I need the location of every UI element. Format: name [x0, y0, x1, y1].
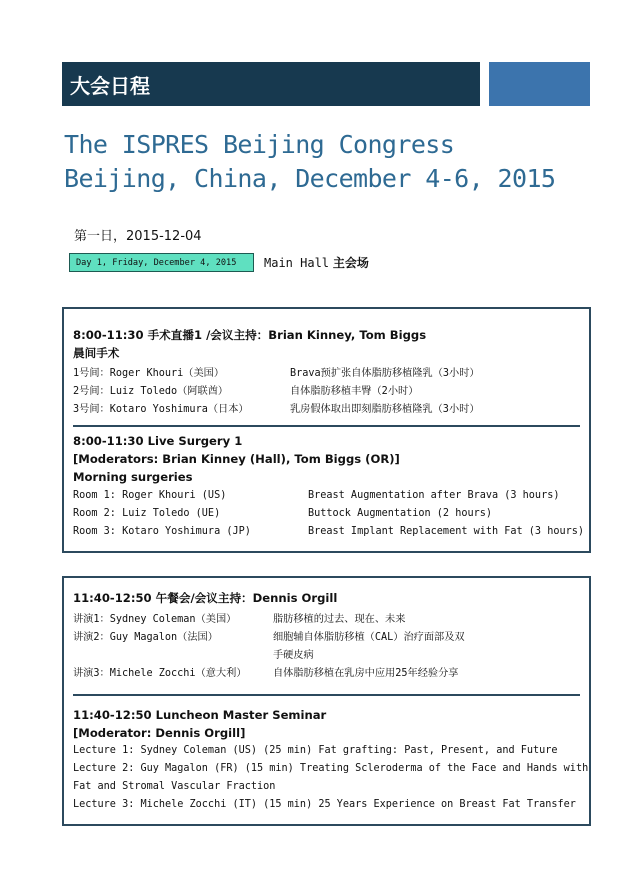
venue-cn: 主会场: [332, 256, 369, 270]
session-title-en: 8:00-11:30 Live Surgery 1: [73, 434, 243, 448]
section-header-bar: [62, 62, 480, 106]
congress-title-line2: Beijing, China, December 4-6, 2015: [64, 164, 556, 193]
lecture-speaker-cn-2: 讲演2：Guy Magalon（法国）: [73, 632, 218, 643]
room-line-en-2: Room 2: Luiz Toledo (UE): [73, 508, 221, 519]
room-line-cn-1: 1号间：Roger Khouri（美国）: [73, 368, 225, 379]
room-topic-en-2: Buttock Augmentation (2 hours): [308, 508, 493, 519]
session-subtitle-cn: 晨间手术: [73, 346, 120, 360]
room-line-en-3: Room 3: Kotaro Yoshimura (JP): [73, 526, 251, 537]
room-line-cn-2: 2号间：Luiz Toledo（阿联酋）: [73, 386, 229, 397]
section-divider: [73, 694, 580, 696]
header-accent-block: [489, 62, 590, 106]
congress-title: [64, 128, 555, 196]
section-header-title: 大会日程: [70, 73, 150, 98]
session-subtitle-en: Morning surgeries: [73, 470, 193, 484]
lecture-topic-cn-2: 细胞辅自体脂肪移植（CAL）治疗面部及双: [273, 632, 465, 643]
lecture-line-en-3: Lecture 3: Michele Zocchi (IT) (15 min) 25 Years Experience on Breast Fat Transfer: [73, 799, 576, 810]
room-topic-cn-1: Brava预扩张自体脂肪移植隆乳（3小时）: [290, 368, 480, 379]
room-topic-en-3: Breast Implant Replacement with Fat (3 hours): [308, 526, 585, 537]
venue-en: Main Hall: [264, 256, 330, 270]
session-box-live-surgery: [62, 307, 591, 553]
day-badge: Day 1, Friday, December 4, 2015: [69, 253, 254, 272]
lecture-line-en-2-cont: Fat and Stromal Vascular Fraction: [73, 781, 276, 792]
day-heading-cn: 第一日，2015-12-04: [74, 229, 202, 244]
luncheon-title-en: 11:40-12:50 Luncheon Master Seminar: [73, 708, 327, 722]
session-moderators-en: [Moderators: Brian Kinney (Hall), Tom Biggs (OR)]: [73, 452, 400, 466]
lecture-topic-cn-3: 自体脂肪移植在乳房中应用25年经验分享: [273, 668, 459, 679]
lecture-speaker-cn-3: 讲演3：Michele Zocchi（意大利）: [73, 668, 247, 679]
section-divider: [73, 425, 580, 427]
lecture-topic-cn-1: 脂肪移植的过去、现在、未来: [273, 614, 406, 625]
room-topic-cn-2: 自体脂肪移植丰臀（2小时）: [290, 386, 419, 397]
venue-label: [264, 254, 369, 271]
session-title-cn: 8:00-11:30 手术直播1 /会议主持：Brian Kinney, Tom Biggs: [73, 328, 427, 342]
lecture-line-en-1: Lecture 1: Sydney Coleman (US) (25 min) Fat grafting: Past, Present, and Future: [73, 745, 558, 756]
luncheon-title-cn: 11:40-12:50 午餐会/会议主持：Dennis Orgill: [73, 591, 338, 605]
lecture-speaker-cn-1: 讲演1：Sydney Coleman（美国）: [73, 614, 237, 625]
session-box-luncheon: [62, 576, 591, 826]
room-topic-en-1: Breast Augmentation after Brava (3 hours): [308, 490, 560, 501]
day-row: [69, 253, 369, 272]
congress-title-line1: The ISPRES Beijing Congress: [64, 130, 455, 159]
room-topic-cn-3: 乳房假体取出即刻脂肪移植隆乳（3小时）: [290, 404, 480, 415]
room-line-cn-3: 3号间：Kotaro Yoshimura（日本）: [73, 404, 249, 415]
luncheon-moderator-en: [Moderator: Dennis Orgill]: [73, 726, 246, 740]
lecture-topic-cn-2-cont: 手硬皮病: [273, 650, 314, 661]
room-line-en-1: Room 1: Roger Khouri (US): [73, 490, 227, 501]
lecture-line-en-2: Lecture 2: Guy Magalon (FR) (15 min) Treating Scleroderma of the Face and Hands with: [73, 763, 589, 774]
